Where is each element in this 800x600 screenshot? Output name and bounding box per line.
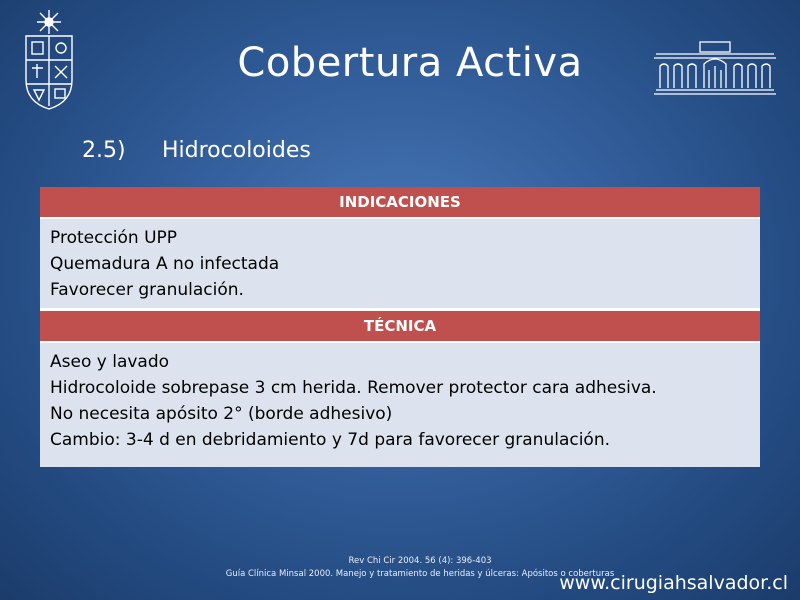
reference-line: Rev Chi Cir 2004. 56 (4): 396-403 bbox=[348, 556, 492, 566]
section-heading bbox=[82, 138, 311, 163]
building-facade-icon bbox=[652, 40, 778, 96]
technique-cell bbox=[40, 341, 760, 467]
technique-item: Cambio: 3-4 d en debridamiento y 7d para favorecer granulación. bbox=[50, 430, 611, 450]
reference-line: Guía Clínica Minsal 2000. Manejo y tratamiento de heridas y úlceras: Apósitos o coberturas bbox=[225, 569, 615, 579]
technique-item: Aseo y lavado bbox=[50, 352, 170, 372]
technique-header: TÉCNICA bbox=[40, 311, 760, 341]
indication-item: Protección UPP bbox=[50, 228, 178, 248]
university-crest-icon bbox=[20, 10, 78, 110]
info-table bbox=[40, 187, 760, 467]
indications-cell bbox=[40, 217, 760, 308]
website-url: www.cirugiahsalvador.cl bbox=[559, 572, 788, 594]
indication-item: Quemadura A no infectada bbox=[50, 254, 280, 274]
technique-item: Hidrocoloide sobrepase 3 cm herida. Remover protector cara adhesiva. bbox=[50, 378, 657, 398]
section-number: 2.5) bbox=[82, 138, 126, 163]
indications-header: INDICACIONES bbox=[40, 187, 760, 217]
technique-item: No necesita apósito 2° (borde adhesivo) bbox=[50, 404, 393, 424]
section-title: Hidrocoloides bbox=[162, 138, 311, 163]
slide-title: Cobertura Activa bbox=[237, 40, 583, 86]
indication-item: Favorecer granulación. bbox=[50, 280, 244, 300]
